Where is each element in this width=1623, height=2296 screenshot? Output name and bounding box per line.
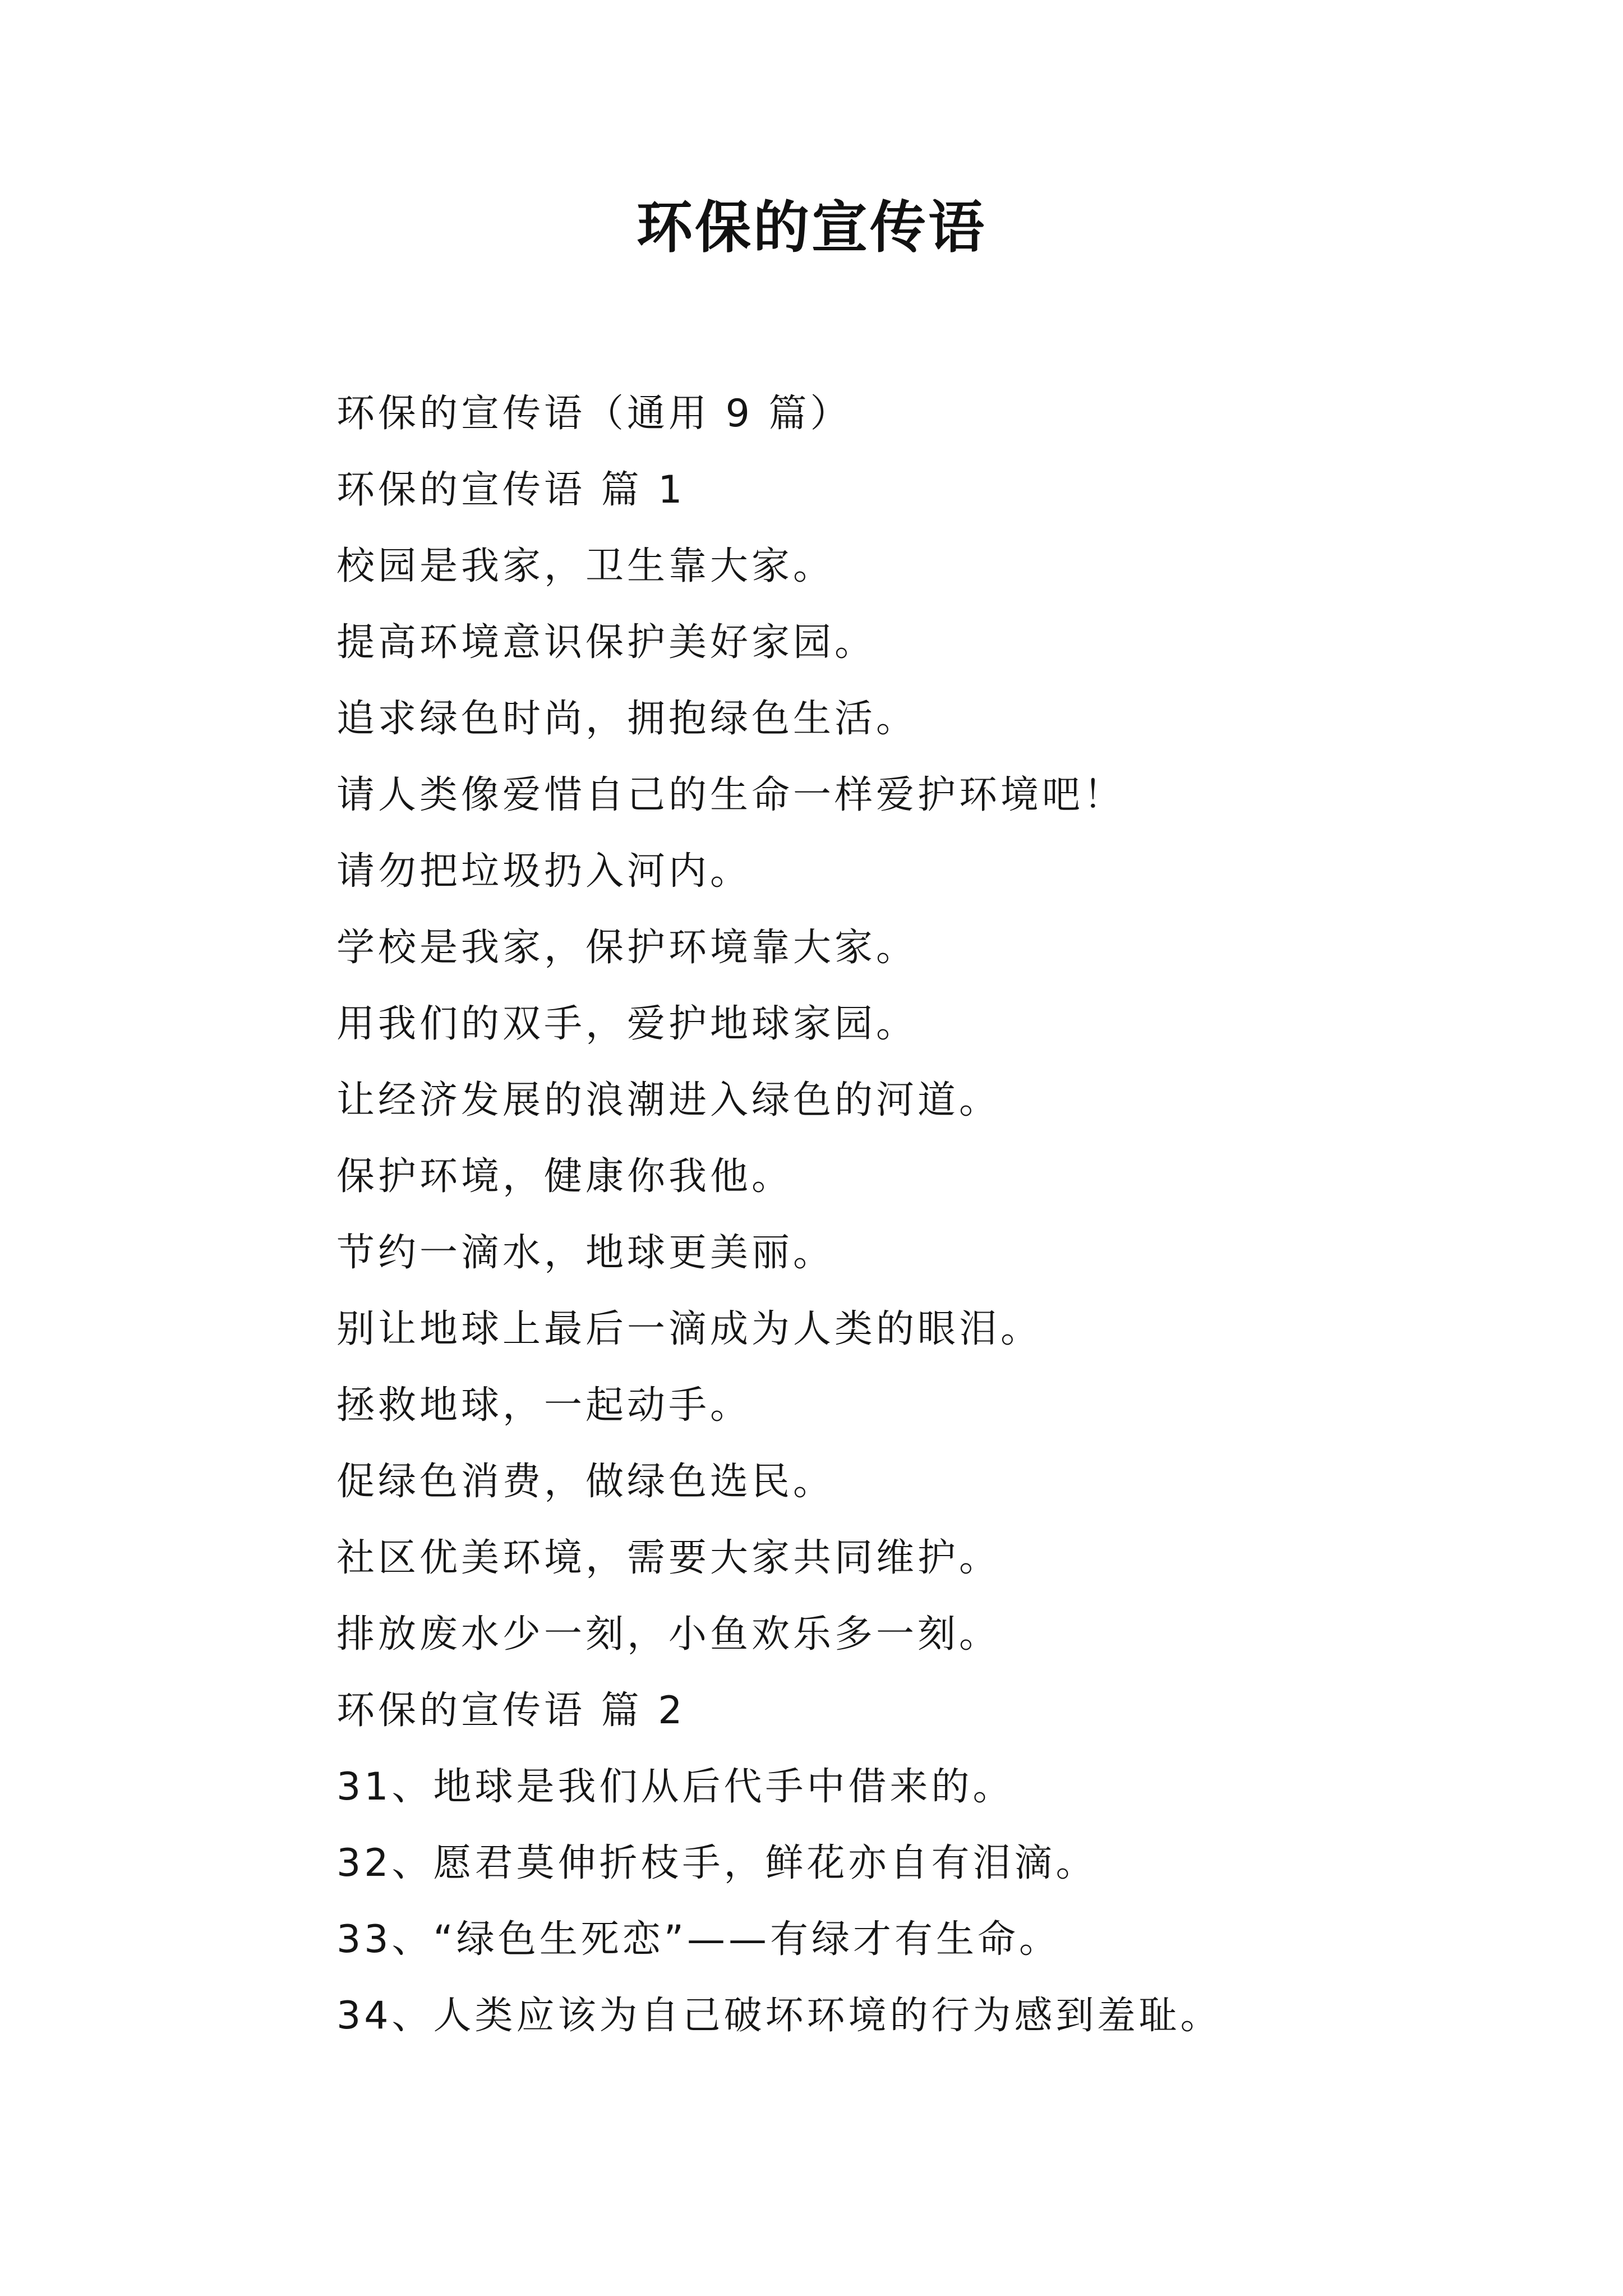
slogan-line: 学校是我家，保护环境靠大家。: [336, 926, 918, 970]
document-title: 环保的宣传语: [637, 194, 986, 260]
numbered-slogan-line: 31、地球是我们从后代手中借来的。: [336, 1765, 1015, 1809]
slogan-line: 保护环境，健康你我他。: [336, 1154, 794, 1199]
document-body: [336, 376, 1514, 2054]
slogan-line: 请勿把垃圾扔入河内。: [336, 849, 752, 894]
numbered-slogan-line: 34、人类应该为自己破坏环境的行为感到羞耻。: [336, 1994, 1222, 2038]
slogan-line: 促绿色消费，做绿色选民。: [336, 1460, 835, 1504]
slogan-line: 追求绿色时尚，拥抱绿色生活。: [336, 697, 918, 741]
slogan-line: 别让地球上最后一滴成为人类的眼泪。: [336, 1307, 1043, 1351]
slogan-line: 拯救地球，一起动手。: [336, 1383, 752, 1428]
slogan-line: 社区优美环境，需要大家共同维护。: [336, 1536, 1001, 1580]
section-heading-2: 环保的宣传语 篇 2: [336, 1688, 686, 1733]
slogan-line: 提高环境意识保护美好家园。: [336, 620, 877, 665]
slogan-line: 校园是我家，卫生靠大家。: [336, 544, 835, 588]
slogan-line: 排放废水少一刻，小鱼欢乐多一刻。: [336, 1612, 1001, 1657]
slogan-line: 用我们的双手，爱护地球家园。: [336, 1002, 918, 1046]
numbered-slogan-line: 32、愿君莫伸折枝手，鲜花亦自有泪滴。: [336, 1841, 1098, 1885]
slogan-line: 请人类像爱惜自己的生命一样爱护环境吧！: [336, 773, 1126, 817]
section-heading-1: 环保的宣传语 篇 1: [336, 468, 686, 512]
subtitle-line: 环保的宣传语（通用 9 篇）: [336, 392, 852, 436]
slogan-line: 让经济发展的浪潮进入绿色的河道。: [336, 1078, 1001, 1122]
slogan-line: 节约一滴水，地球更美丽。: [336, 1231, 835, 1275]
numbered-slogan-line: 33、“绿色生死恋”——有绿才有生命。: [336, 1917, 1061, 1962]
